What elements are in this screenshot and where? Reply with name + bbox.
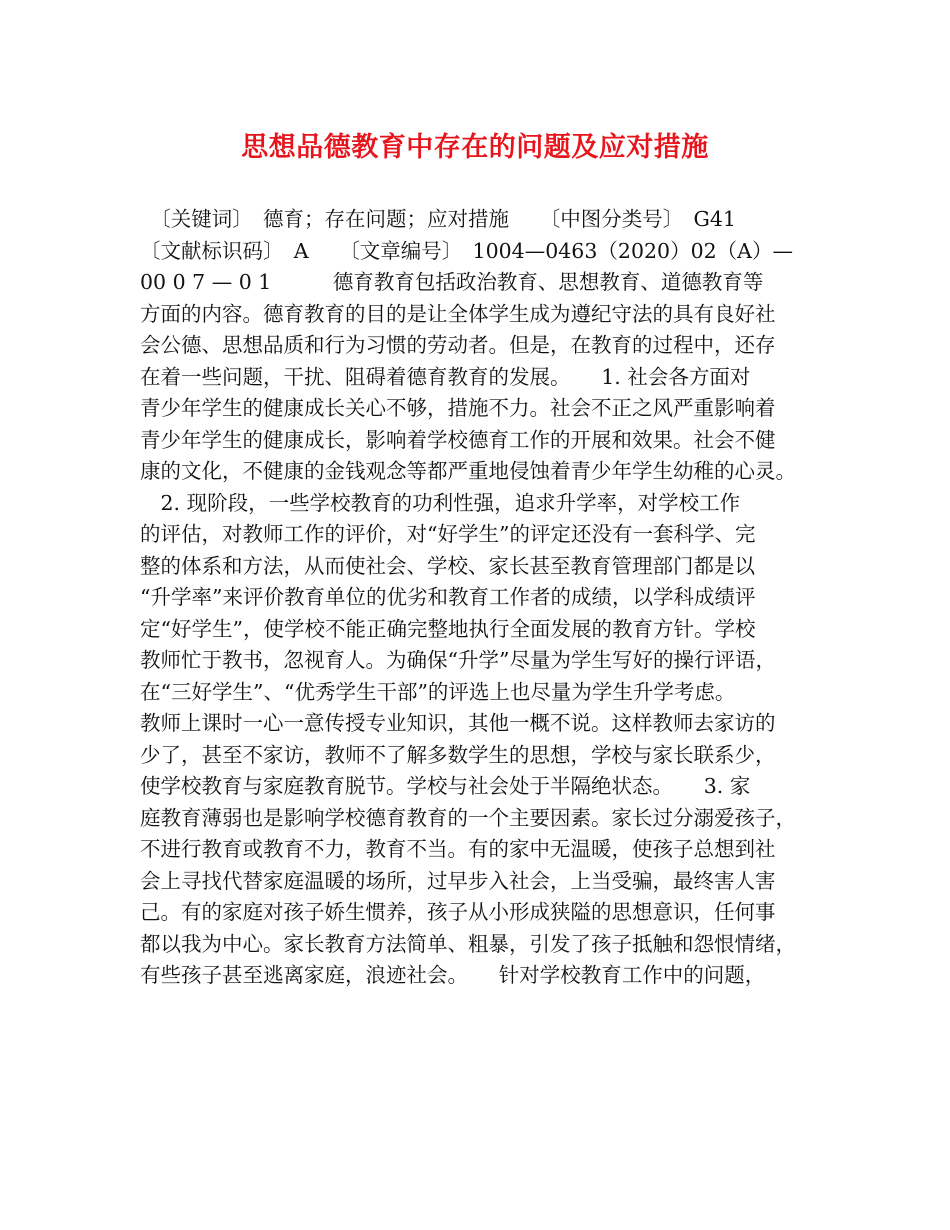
body-line: 康的文化，不健康的金钱观念等都严重地侵蚀着青少年学生幼稚的心灵。 [140, 459, 796, 483]
body-line: 整的体系和方法，从而使社会、学校、家长甚至教育管理部门都是以 [140, 553, 755, 578]
body-line: 不进行教育或教育不力，教育不当。有的家中无温暖，使孩子总想到社 [140, 837, 776, 861]
document-title: 思想品德教育中存在的问题及应对措施 [241, 132, 709, 163]
body-line: “升学率”来评价教育单位的优劣和教育工作者的成绩，以学科成绩评 [140, 585, 756, 609]
body-line: 的评估，对教师工作的评价，对“好学生”的评定还没有一套科学、完 [140, 522, 756, 546]
body-line: 教师上课时一心一意传授专业知识，其他一概不说。这样教师去家访的 [140, 711, 776, 735]
document-body [140, 204, 840, 992]
body-line: 青少年学生的健康成长关心不够，措施不力。社会不正之风严重影响着 [140, 396, 776, 420]
body-line: 会上寻找代替家庭温暖的场所，过早步入社会，上当受骗，最终害人害 [140, 868, 776, 893]
body-line: 己。有的家庭对孩子娇生惯养，孩子从小形成狭隘的思想意识，任何事 [140, 900, 776, 924]
body-line: 2. 现阶段，一些学校教育的功利性强，追求升学率，对学校工作 [140, 490, 741, 515]
body-line: 少了，甚至不家访，教师不了解多数学生的思想，学校与家长联系少， [140, 742, 776, 767]
body-line: 〔文献标识码〕 A 〔文章编号〕 1004—0463（2020）02（A）— [140, 238, 793, 263]
body-line: 在“三好学生”、“优秀学生干部”的评选上也尽量为学生升学考虑。 [140, 679, 736, 704]
body-line: 〔关键词〕 德育；存在问题；应对措施 〔中图分类号〕 G41 [140, 207, 736, 231]
body-line: 庭教育薄弱也是影响学校德育教育的一个主要因素。家长过分溺爱孩子， [140, 805, 796, 830]
body-line: 方面的内容。德育教育的目的是让全体学生成为遵纪守法的具有良好社 [140, 301, 776, 326]
body-line: 在着一些问题，干扰、阻碍着德育教育的发展。 1. 社会各方面对 [140, 364, 751, 389]
body-line: 00 0 7 — 0 1 德育教育包括政治教育、思想教育、道德教育等 [140, 270, 764, 294]
body-line: 定“好学生”，使学校不能正确完整地执行全面发展的教育方针。学校 [140, 616, 756, 641]
body-line: 教师忙于教书，忽视育人。为确保“升学”尽量为学生写好的操行评语， [140, 648, 776, 672]
body-line: 都以我为中心。家长教育方法简单、粗暴，引发了孩子抵触和怨恨情绪， [140, 931, 796, 956]
body-line: 有些孩子甚至逃离家庭，浪迹社会。 针对学校教育工作中的问题， [140, 963, 766, 987]
body-line: 会公德、思想品质和行为习惯的劳动者。但是，在教育的过程中，还存 [140, 333, 776, 357]
body-line: 使学校教育与家庭教育脱节。学校与社会处于半隔绝状态。 3. 家 [140, 774, 751, 798]
body-line: 青少年学生的健康成长，影响着学校德育工作的开展和效果。社会不健 [140, 427, 776, 452]
